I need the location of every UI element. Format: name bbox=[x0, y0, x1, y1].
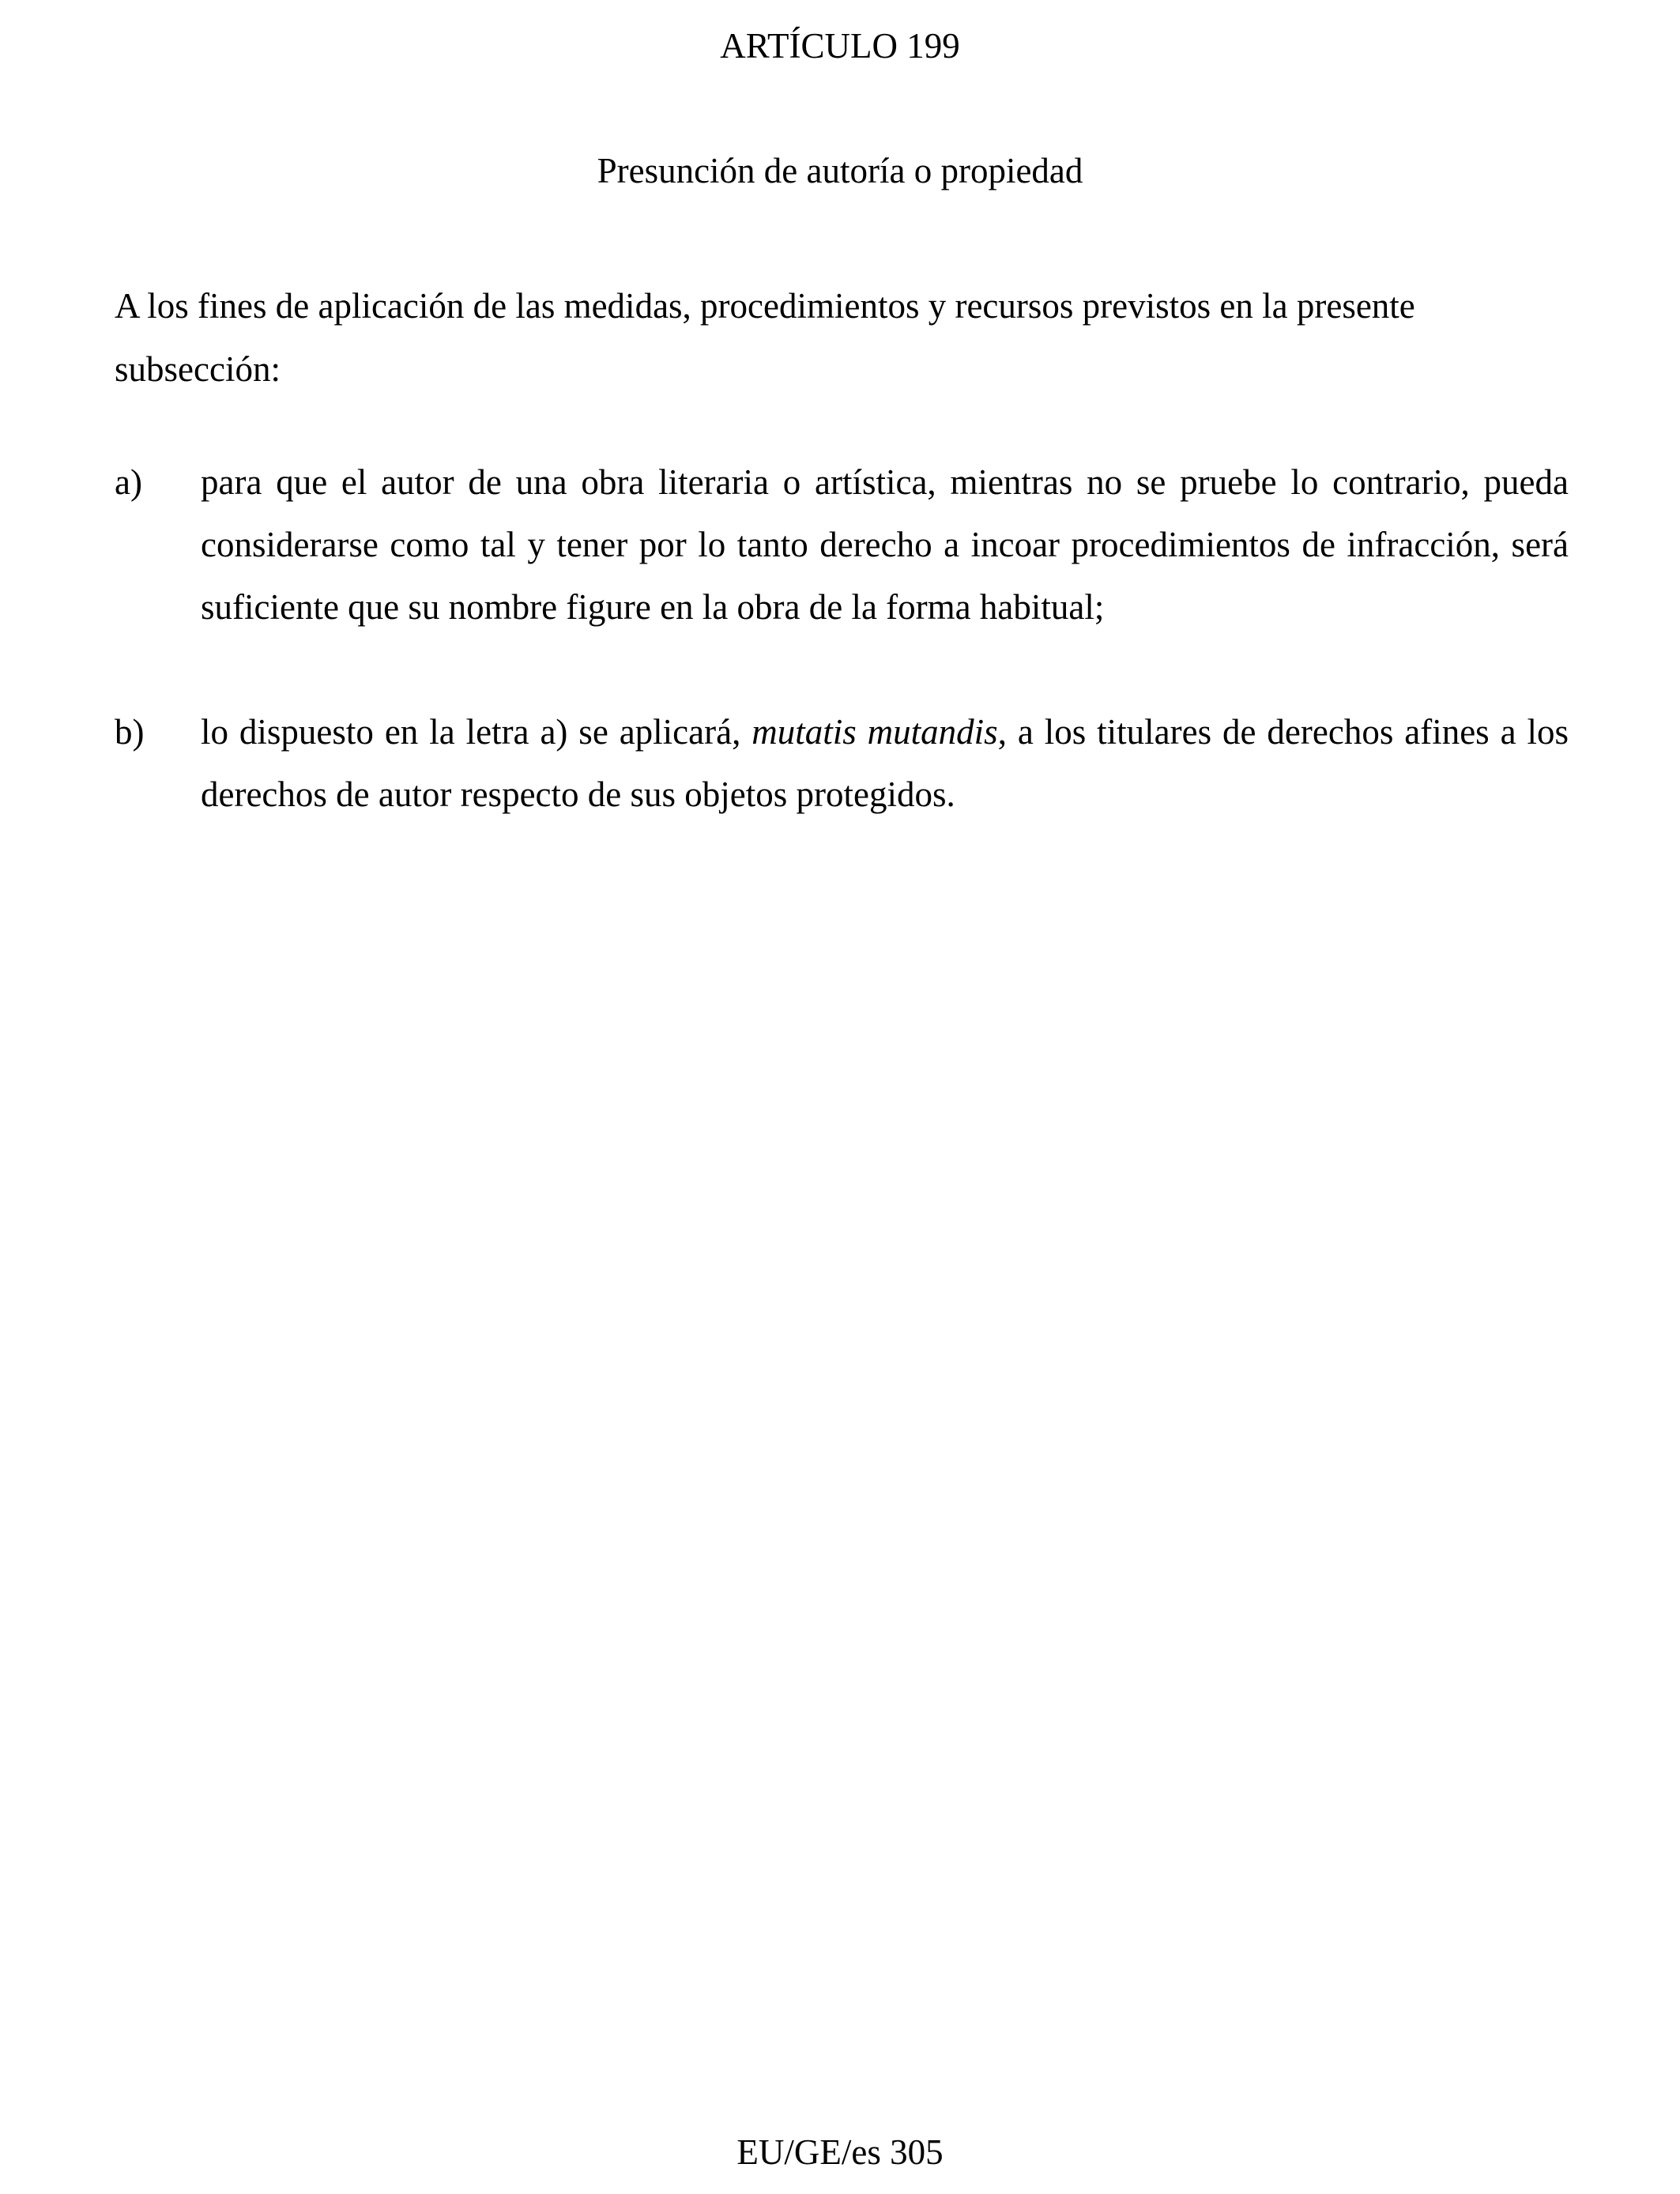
list-item-a bbox=[115, 451, 1569, 639]
list-item-text bbox=[201, 701, 1569, 826]
intro-line: subsección: bbox=[115, 349, 281, 389]
list-item-text bbox=[201, 451, 1569, 639]
list-item-line: para que el autor de una obra literaria o artística, mientras no se pruebe lo contrario, pueda bbox=[201, 462, 1569, 502]
text-segment: lo dispuesto en la letra a) se aplicará, bbox=[201, 712, 752, 752]
list-item-line: considerarse como tal y tener por lo tanto derecho a incoar procedimientos de infracción, será bbox=[201, 525, 1569, 564]
list-item-marker: b) bbox=[115, 712, 145, 752]
list-item-b bbox=[115, 701, 1569, 826]
list-item-line bbox=[201, 701, 1569, 763]
article-title: Presunción de autoría o propiedad bbox=[597, 151, 1083, 190]
list-item-line: suficiente que su nombre figure en la obra de la forma habitual; bbox=[201, 587, 1105, 627]
italic-term: mutatis mutandis bbox=[751, 712, 998, 752]
article-number: ARTÍCULO 199 bbox=[720, 26, 960, 66]
page-footer: EU/GE/es 305 bbox=[736, 2132, 944, 2172]
intro-paragraph bbox=[115, 274, 1569, 401]
list-item-marker: a) bbox=[115, 462, 142, 502]
intro-line: A los fines de aplicación de las medidas, procedimientos y recursos previstos en la presente bbox=[115, 286, 1415, 326]
list-item-line: derechos de autor respecto de sus objetos protegidos. bbox=[201, 775, 955, 814]
text-segment: , a los titulares de derechos afines a los bbox=[997, 712, 1569, 752]
